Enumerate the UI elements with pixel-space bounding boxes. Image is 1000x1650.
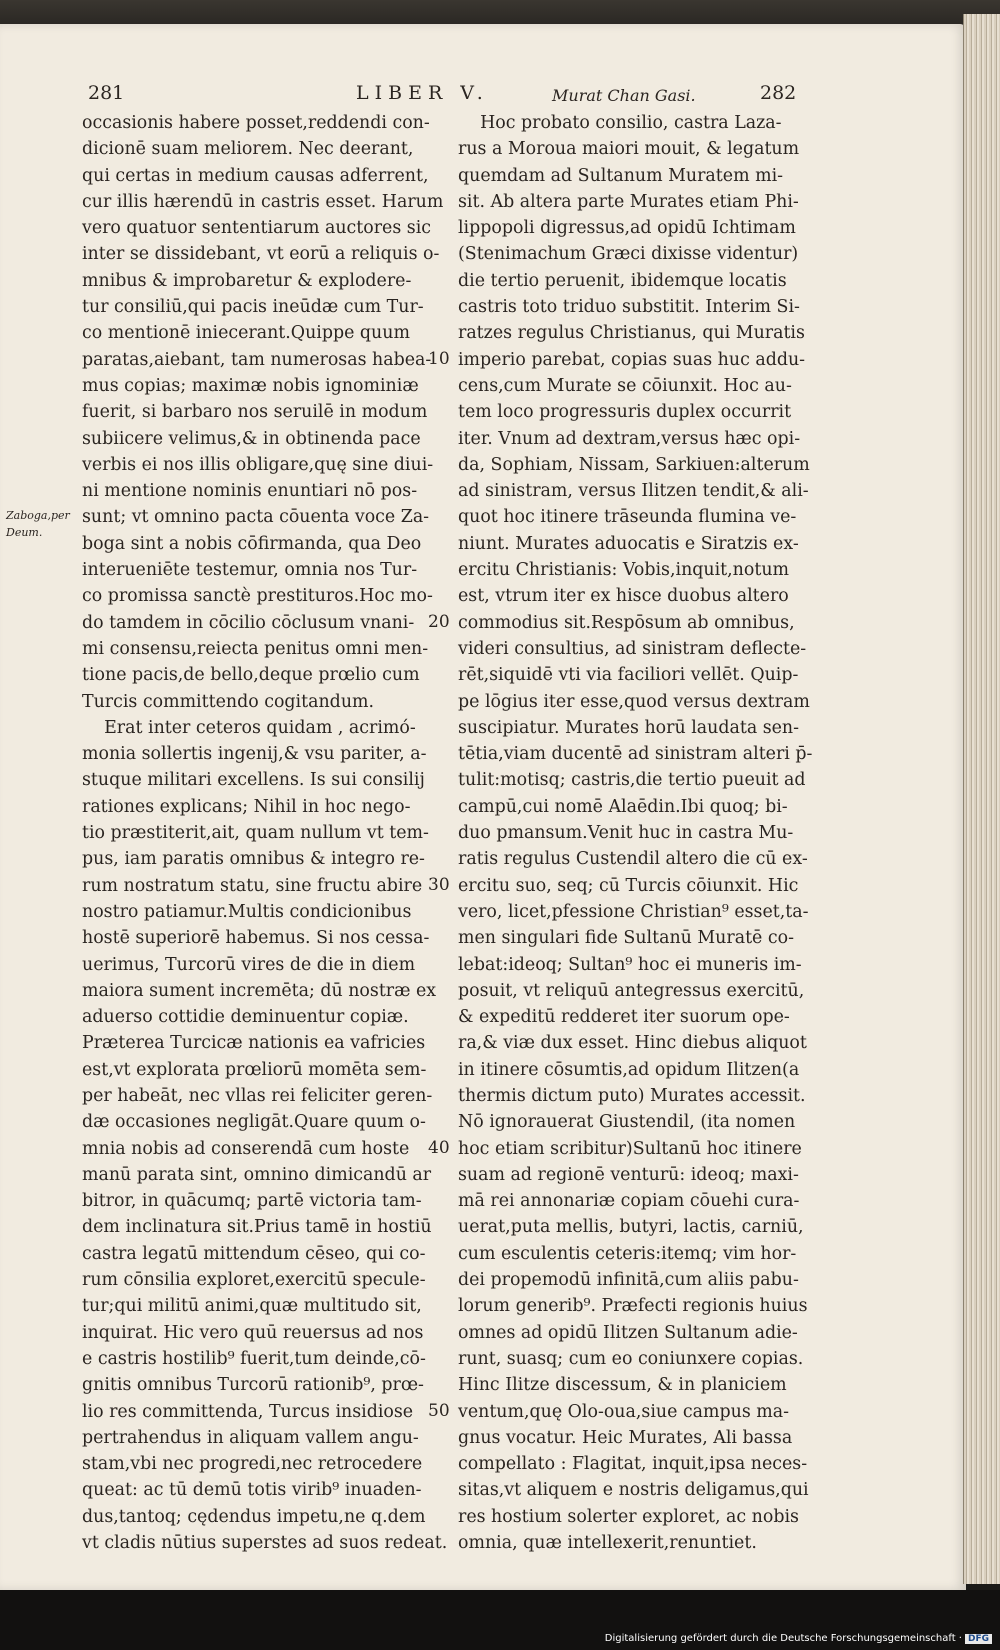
text-line: in itinere cōsumtis,ad opidum Ilitzen(a — [458, 1059, 800, 1080]
text-line: vt cladis nūtius superstes ad suos redeat. — [82, 1533, 448, 1554]
text-line: castra legatū mittendum cēseo, qui co- — [82, 1243, 426, 1264]
text-line: ercitu Christianis: Vobis,inquit,notum — [458, 560, 790, 581]
text-line: thermis dictum puto) Murates accessit. — [458, 1085, 806, 1106]
text-line: compellato : Flagitat, inquit,ipsa neces- — [458, 1454, 808, 1475]
text-line: uerimus, Turcorū vires de die in diem — [82, 954, 416, 975]
page-stack-edges — [963, 14, 1000, 1584]
text-line: interueniēte testemur, omnia nos Tur- — [82, 560, 418, 581]
line-number: 20 — [428, 611, 450, 632]
margin-note — [6, 507, 70, 541]
text-line: iter. Vnum ad dextram,versus hæc opi- — [458, 428, 801, 449]
text-line: cens,cum Murate se cōiunxit. Hoc au- — [458, 375, 792, 396]
text-line: quemdam ad Sultanum Muratem mi- — [458, 165, 784, 186]
text-line: pus, iam paratis omnibus & integro re- — [82, 849, 425, 870]
text-line: dicionē suam meliorem. Nec deerant, — [82, 139, 414, 160]
text-line: suscipiatur. Murates horū laudata sen- — [458, 717, 800, 738]
text-line: Hinc Ilitze discessum, & in planiciem — [458, 1375, 787, 1396]
text-line: imperio parebat, copias suas huc addu- — [458, 349, 806, 370]
scan-top-edge — [0, 0, 1000, 26]
page-number-right: 282 — [760, 82, 797, 104]
text-line: rum cōnsilia exploret,exercitū specule- — [82, 1270, 426, 1291]
text-line: do tamdem in cōcilio cōclusum vnani- — [82, 612, 415, 633]
text-line: posuit, vt reliquū antegressus exercitū, — [458, 980, 805, 1001]
text-line: inquirat. Hic vero quū reuersus ad nos — [82, 1322, 424, 1343]
text-line: campū,cui nomē Alaēdin.Ibi quoq; bi- — [458, 796, 788, 817]
text-line: rus a Moroua maiori mouit, & legatum — [458, 139, 800, 160]
digitization-credit — [605, 1633, 992, 1644]
line-number: 10 — [428, 348, 450, 369]
text-line: cum esculentis ceteris:itemq; vim hor- — [458, 1243, 797, 1264]
text-line: bitror, in quācumq; partē victoria tam- — [82, 1191, 422, 1212]
text-line: omnia, quæ intellexerit,renuntiet. — [458, 1533, 757, 1554]
text-line: verbis ei nos illis obligare,quę sine diui- — [82, 454, 434, 475]
text-line: ratzes regulus Christianus, qui Muratis — [458, 323, 805, 344]
text-line: gnus vocatur. Heic Murates, Ali bassa — [458, 1427, 793, 1448]
text-line: quot hoc itinere trāseunda flumina ve- — [458, 507, 797, 528]
text-line: omnes ad opidū Ilitzen Sultanum adie- — [458, 1322, 798, 1343]
text-line: maiora sument incremēta; dū nostræ ex — [82, 980, 437, 1001]
text-line: ad sinistram, versus Ilitzen tendit,& ali- — [458, 481, 809, 502]
text-line: subiicere velimus,& in obtinenda pace — [82, 428, 421, 449]
text-line: pe lōgius iter esse,quod versus dextram — [458, 691, 810, 712]
text-line: rum nostratum statu, sine fructu abire — [82, 875, 423, 896]
text-line: Hoc probato consilio, castra Laza- — [458, 113, 782, 133]
text-line: commodius sit.Respōsum ab omnibus, — [458, 612, 795, 633]
text-line: tulit:motisq; castris,die tertio pueuit ad — [458, 770, 806, 791]
text-line: runt, suasq; cum eo coniunxere copias. — [458, 1348, 804, 1369]
text-line: & expeditū redderet iter suorum ope- — [458, 1007, 790, 1028]
text-line: queat: ac tū demū totis virib⁹ inuaden- — [82, 1480, 422, 1501]
text-line: aduerso cottidie deminuentur copiæ. — [82, 1007, 409, 1028]
text-line: fuerit, si barbaro nos seruilē in modum — [82, 402, 428, 423]
text-line: mnia nobis ad conserendā cum hoste — [82, 1138, 410, 1159]
text-line: tur consiliū,qui pacis ineūdæ cum Tur- — [82, 297, 424, 318]
text-line: stam,vbi nec progredi,nec retrocedere — [82, 1454, 423, 1475]
text-line: sit. Ab altera parte Murates etiam Phi- — [458, 191, 799, 212]
text-line: inter se dissidebant, vt eorū a reliquis o- — [82, 244, 440, 265]
text-line: dæ occasiones negligāt.Quare quum o- — [82, 1112, 426, 1133]
text-line: suam ad regionē venturū: ideoq; maxi- — [458, 1164, 799, 1185]
text-line: duo pmansum.Venit huc in castra Mu- — [458, 823, 794, 844]
text-line: mi consensu,reiecta penitus omni men- — [82, 638, 429, 659]
margin-note-line: Zaboga,per — [6, 509, 70, 522]
text-line: cur illis hærendū in castris esset. Harum — [82, 191, 444, 212]
text-line: ni mentione nominis enuntiari nō pos- — [82, 481, 418, 502]
text-line: manū parata sint, omnino dimicandū ar — [82, 1164, 432, 1185]
text-line: ratis regulus Custendil altero die cū ex- — [458, 849, 808, 870]
text-line: mā rei annonariæ copiam cōuehi cura- — [458, 1191, 800, 1212]
credit-text: Digitalisierung gefördert durch die Deutsche Forschungsgemeinschaft · — [604, 1633, 962, 1644]
text-line: vero, licet,pfessione Christian⁹ esset,ta- — [458, 901, 809, 922]
text-line: rationes explicans; Nihil in hoc nego- — [82, 796, 411, 817]
text-line: dem inclinatura sit.Prius tamē in hostiū — [82, 1217, 432, 1238]
text-line: die tertio peruenit, ibidemque locatis — [458, 270, 787, 291]
text-line: sitas,vt aliquem e nostris deligamus,qui — [458, 1480, 809, 1501]
line-number: 30 — [428, 874, 450, 895]
text-line: tētia,viam ducentē ad sinistram alteri p̄- — [458, 744, 813, 765]
text-line: tio præstiterit,ait, quam nullum vt tem- — [82, 823, 429, 844]
text-line: est, vtrum iter ex hisce duobus altero — [458, 586, 789, 607]
text-line: mnibus & improbaretur & explodere- — [82, 270, 412, 291]
text-line: uerat,puta mellis, butyri, lactis, carniū, — [458, 1217, 804, 1238]
text-line: Nō ignorauerat Giustendil, (ita nomen — [458, 1112, 796, 1133]
text-line: niunt. Murates aduocatis e Siratzis ex- — [458, 533, 799, 554]
text-line: gnitis omnibus Turcorū rationib⁹, prœ- — [82, 1375, 424, 1396]
text-line: tem loco progressuris duplex occurrit — [458, 402, 792, 423]
text-line: lippopoli digressus,ad opidū Ichtimam — [458, 218, 796, 239]
line-number: 50 — [428, 1400, 450, 1421]
text-line: per habeāt, nec vllas rei feliciter geren- — [82, 1085, 433, 1106]
text-line: lebat:ideoq; Sultan⁹ hoc ei muneris im- — [458, 954, 802, 975]
text-line: ercitu suo, seq; cū Turcis cōiunxit. Hic — [458, 875, 799, 896]
text-line: qui certas in medium causas adferrent, — [82, 165, 429, 186]
running-title: Murat Chan Gasi. — [552, 86, 696, 105]
dfg-logo: DFG — [965, 1634, 992, 1644]
text-line: paratas,aiebant, tam numerosas habea- — [82, 349, 432, 370]
text-line: co mentionē iniecerant.Quippe quum — [82, 323, 410, 344]
text-line: dei propemodū infinitā,cum aliis pabu- — [458, 1270, 799, 1291]
text-line: co promissa sanctè prestituros.Hoc mo- — [82, 586, 433, 607]
text-line: lio res committenda, Turcus insidiose — [82, 1401, 414, 1422]
text-line: Turcis committendo cogitandum. — [82, 691, 375, 712]
text-line: boga sint a nobis cōfirmanda, qua Deo — [82, 533, 422, 554]
text-line: ra,& viæ dux esset. Hinc diebus aliquot — [458, 1033, 807, 1054]
text-line: videri consultius, ad sinistram deflecte- — [458, 638, 807, 659]
text-line: Erat inter ceteros quidam , acrimó- — [82, 717, 416, 738]
text-line: monia sollertis ingenij,& vsu pariter, a- — [82, 744, 427, 765]
text-line: mus copias; maximæ nobis ignominiæ — [82, 375, 419, 396]
text-line: nostro patiamur.Multis condicionibus — [82, 901, 412, 922]
margin-note-line: Deum. — [6, 526, 43, 539]
text-line: da, Sophiam, Nissam, Sarkiuen:alterum — [458, 454, 810, 475]
text-line: tione pacis,de bello,deque prœlio cum — [82, 665, 420, 686]
text-line: tur;qui militū animi,quæ multitudo sit, — [82, 1296, 422, 1317]
text-line: stuque militari excellens. Is sui consilij — [82, 770, 425, 791]
text-line: (Stenimachum Græci dixisse videntur) — [458, 244, 799, 265]
text-line: est,vt explorata prœliorū momēta sem- — [82, 1059, 427, 1080]
book-header: LIBER V. — [356, 82, 489, 104]
text-line: pertrahendus in aliquam vallem angu- — [82, 1427, 419, 1448]
text-line: vero quatuor sententiarum auctores sic — [82, 218, 432, 239]
text-line: Præterea Turcicæ nationis ea vafricies — [82, 1033, 426, 1054]
text-line: dus,tantoq; cędendus impetu,ne q.dem — [82, 1506, 426, 1527]
text-line: sunt; vt omnino pacta cōuenta voce Za- — [82, 507, 430, 528]
text-line: rēt,siquidē vti via faciliori vellēt. Quip- — [458, 665, 799, 686]
text-line: e castris hostilib⁹ fuerit,tum deinde,cō- — [82, 1348, 426, 1369]
right-text-column — [458, 110, 813, 1556]
text-line: lorum generib⁹. Præfecti regionis huius — [458, 1296, 808, 1317]
text-line: hostē superiorē habemus. Si nos cessa- — [82, 928, 430, 949]
text-line: res hostium solerter exploret, ac nobis — [458, 1506, 799, 1527]
text-line: men singulari fide Sultanū Muratē co- — [458, 928, 794, 949]
text-line: hoc etiam scribitur)Sultanū hoc itinere — [458, 1138, 802, 1159]
text-line: occasionis habere posset,reddendi con- — [82, 113, 430, 133]
text-line: ventum,quę Olo-oua,siue campus ma- — [458, 1401, 790, 1422]
page-number-left: 281 — [88, 82, 125, 104]
text-line: castris toto triduo substitit. Interim Si- — [458, 297, 800, 318]
line-number: 40 — [428, 1137, 450, 1158]
